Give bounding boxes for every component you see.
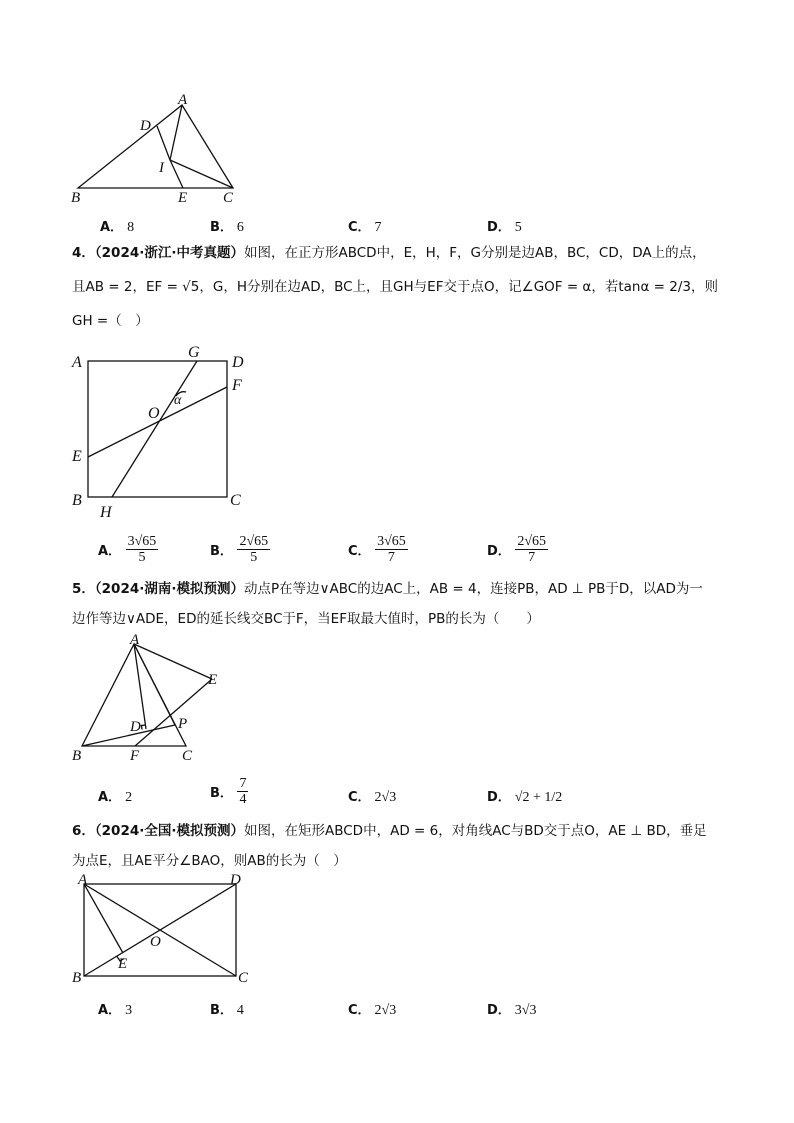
q4-label-C: C (230, 492, 241, 509)
q3-label-I: I (159, 160, 164, 176)
q6-stem (72, 816, 732, 876)
q4-label-B: B (72, 492, 82, 509)
q5-label-D: D (130, 719, 141, 735)
q6-line2: 为点E，且AE平分∠BAO，则AB的长为（ ） (72, 853, 347, 869)
q6-label-B: B (72, 970, 82, 986)
q5-option-c[interactable]: C． 2√3 (348, 790, 397, 805)
q6-option-d[interactable]: D． 3√3 (487, 1003, 537, 1018)
q4-label-F: F (232, 377, 242, 394)
q5-label-A: A (130, 634, 140, 648)
q4-line1: 4．（2024·浙江·中考真题）如图，在正方形ABCD中，E，H，F，G分别是边AB，BC，CD，DA上的点， (72, 245, 706, 261)
q3-label-B: B (71, 190, 81, 206)
q4-label-O: O (148, 405, 160, 422)
q6-option-c[interactable]: C． 2√3 (348, 1003, 397, 1018)
q3-label-D: D (140, 118, 151, 134)
q3-figure (60, 92, 270, 207)
q4-option-a[interactable]: A． $\frac{3√65}{5}$ (98, 534, 157, 565)
q4-label-G: G (188, 344, 200, 361)
q4-label-A: A (72, 354, 82, 371)
q5-label-P: P (178, 716, 188, 732)
q4-figure (68, 340, 258, 520)
q6-label-E: E (118, 956, 128, 972)
q5-option-d[interactable]: D． √2 + 1/2 (487, 790, 563, 805)
q4-option-c[interactable]: C． $\frac{3√65}{7}$ (348, 534, 406, 565)
q3-option-c[interactable]: C． 7 (348, 220, 382, 235)
q6-line1: 6．（2024·全国·模拟预测）如图，在矩形ABCD中，AD = 6，对角线AC与BD交于点O，AE ⊥ BD，垂足 (72, 823, 707, 839)
q5-option-b[interactable]: B． $\frac{7}{4}$ (210, 776, 247, 807)
q4-stem (72, 238, 732, 336)
q5-line2: 边作等边∨ADE，ED的延长线交BC于F，当EF取最大值时，PB的长为（ ） (72, 611, 540, 627)
q3-label-E: E (178, 190, 188, 206)
q4-line3: GH =（ ） (72, 313, 149, 329)
q5-label-B: B (72, 748, 82, 764)
q5-stem (72, 574, 732, 634)
q3-option-a[interactable]: A． 8 (100, 220, 135, 235)
q5-label-E: E (208, 672, 218, 688)
q6-label-A: A (78, 872, 88, 888)
q3-label-C: C (223, 190, 234, 206)
q5-line1: 5．（2024·湖南·模拟预测）动点P在等边∨ABC的边AC上，AB = 4，连接PB，AD ⊥ PB于D，以AD为一 (72, 581, 703, 597)
q6-option-a[interactable]: A． 3 (98, 1003, 133, 1018)
q4-option-b[interactable]: B． $\frac{2√65}{5}$ (210, 534, 269, 565)
q4-label-alpha: α (174, 393, 182, 408)
q6-label-D: D (230, 872, 241, 888)
q6-label-O: O (150, 934, 161, 950)
q6-option-b[interactable]: B． 4 (210, 1003, 244, 1018)
q5-label-C: C (182, 748, 193, 764)
q4-label-D: D (232, 354, 244, 371)
q4-option-d[interactable]: D． $\frac{2√65}{7}$ (487, 534, 547, 565)
q4-line2: 且AB = 2，EF = √5，G，H分别在边AD，BC上，且GH与EF交于点O，记∠GOF = α，若tanα = 2/3，则 (72, 279, 718, 295)
q5-figure (68, 634, 238, 766)
q3-option-d[interactable]: D． 5 (487, 220, 522, 235)
q5-label-F: F (130, 748, 140, 764)
q4-label-H: H (100, 504, 112, 520)
q6-label-C: C (238, 970, 249, 986)
q4-label-E: E (72, 448, 82, 465)
q5-option-a[interactable]: A． 2 (98, 790, 133, 805)
q6-figure (68, 870, 268, 988)
q3-label-A: A (178, 92, 188, 108)
q3-option-b[interactable]: B． 6 (210, 220, 244, 235)
